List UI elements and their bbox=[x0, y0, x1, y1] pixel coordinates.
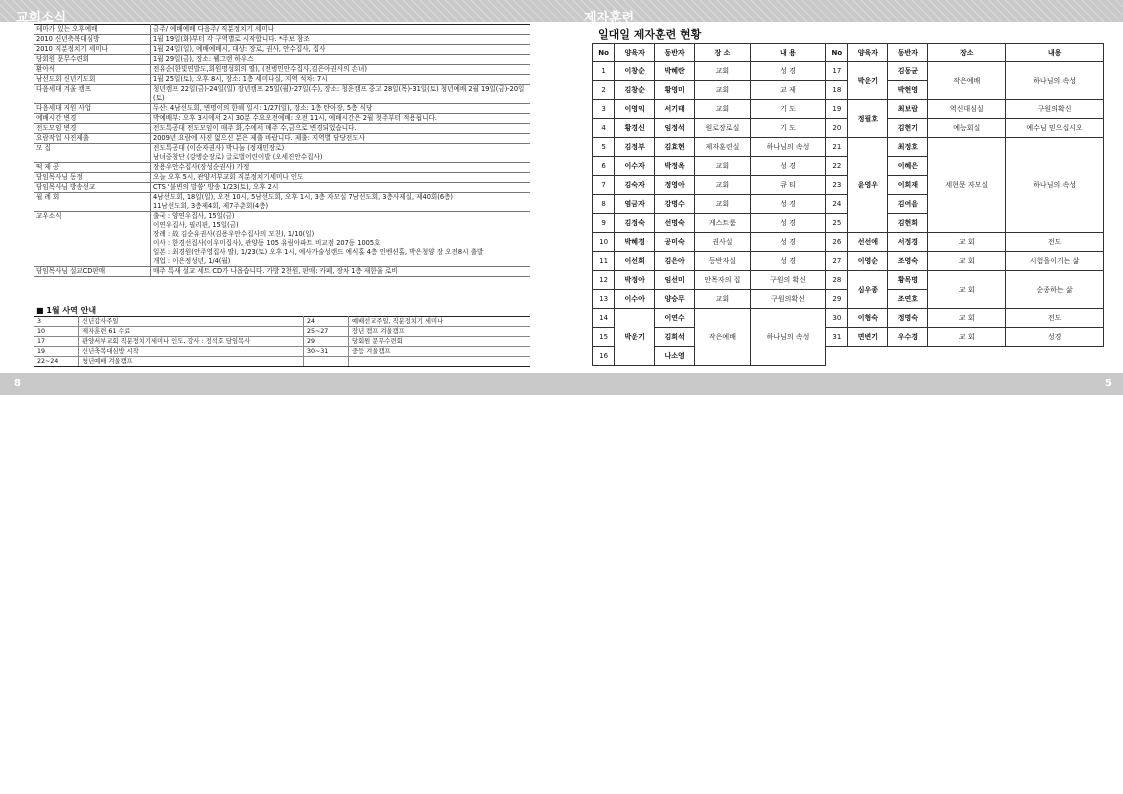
cell-no: 24 bbox=[826, 195, 848, 214]
cell-no: 5 bbox=[593, 138, 615, 157]
cell-place: 교 회 bbox=[928, 328, 1006, 347]
top-band bbox=[0, 0, 1123, 22]
news-value: 금주/ 예배예배 다음주/ 직분정치기 세미나 bbox=[151, 25, 531, 35]
news-label: 2010 신년축복대심방 bbox=[34, 35, 151, 45]
schedule-row bbox=[34, 347, 530, 357]
news-value: 매주 특새 설교 세트 CD가 나옵습니다. 가방 2천원, 판매: 카페, 장차 1층 새한울 로비 bbox=[151, 267, 531, 277]
cell-no: 10 bbox=[593, 233, 615, 252]
news-row bbox=[34, 163, 530, 173]
cell-content: 성 경 bbox=[750, 157, 826, 176]
cell-dong: 이혜은 bbox=[888, 157, 928, 176]
schedule-row bbox=[34, 327, 530, 337]
cell-no: 3 bbox=[593, 100, 615, 119]
cell-content: 시험을이기는 삶 bbox=[1006, 252, 1104, 271]
cell-dong: 정명숙 bbox=[888, 309, 928, 328]
cell-content: 순종하는 삶 bbox=[1006, 271, 1104, 309]
cell-place: 권사실 bbox=[695, 233, 751, 252]
cell-no: 8 bbox=[593, 195, 615, 214]
cell-place: 세현문 자모실 bbox=[928, 138, 1006, 233]
cell-no: 20 bbox=[826, 119, 848, 138]
news-value: 2009년 요람에 사진 없으신 분은 제출 바랍니다. 제출: 지역별 담당전도사 bbox=[151, 134, 531, 144]
cell-yang: 정필호 bbox=[848, 100, 888, 138]
news-value: 오늘 오후 5시, 관양서부교회 직분정치기세미나 인도 bbox=[151, 173, 531, 183]
cell-no: 15 bbox=[593, 328, 615, 347]
cell-content: 전도 bbox=[1006, 233, 1104, 252]
news-value: 출국 : 양연우집사, 15일(금) 이연우집사, 필리핀, 15일(금) 장례 : 故 김순유권사(김용우안수집사의 모친), 1/10(일) 이사 : 한경선집사(이우미집사), 관양동 105 유림아파트 비교점 207동 1005호 일본 : 최경원(안주영집사 딸), 1/23(토) 오후 1시, 예사가술성랜드 예식홀 4층 인벤션홀, 박은청양 장 오전8시 출발 개업 : 이은정성년, 1/4(월) bbox=[151, 212, 531, 267]
cell-dong: 김희석 bbox=[655, 328, 695, 347]
column-header: 장소 bbox=[928, 44, 1006, 62]
cell-place: 교회 bbox=[695, 157, 751, 176]
cell-place: 교회 bbox=[695, 81, 751, 100]
news-row bbox=[34, 65, 530, 75]
schedule-date: 10 bbox=[34, 327, 79, 337]
cell-no: 17 bbox=[826, 62, 848, 81]
cell-yang: 윤영우 bbox=[848, 138, 888, 233]
cell-content: 성경 bbox=[1006, 328, 1104, 347]
table-row bbox=[593, 233, 1104, 252]
schedule-date: 22~24 bbox=[34, 357, 79, 367]
news-row bbox=[34, 114, 530, 124]
cell-no: 7 bbox=[593, 176, 615, 195]
schedule-row bbox=[34, 357, 530, 367]
news-value: 두산: 4남선도회, 변명이의 한해 일시: 1/27(일), 장소: 1층 탄아장, 5층 식당 bbox=[151, 104, 531, 114]
cell-yang: 이수자 bbox=[615, 157, 655, 176]
column-header: No bbox=[593, 44, 615, 62]
empty-cell bbox=[826, 347, 1104, 366]
column-header: 동반자 bbox=[655, 44, 695, 62]
table-row bbox=[593, 100, 1104, 119]
news-value: 4남선도회, 18일(일), 오전 10시, 5남선도회, 오후 1시, 3층 자모실 7남선도회, 3층사제실, 제40회(6층) 11남선도회, 3층제4회, 제7주춘회(4층) bbox=[151, 193, 531, 212]
news-value: 전도특공대 전도모임이 매주 화,수에서 매주 수,금으로 변경되었습니다. bbox=[151, 124, 531, 134]
news-value: 1월 29일(금), 장소: 웰그랜 하우스 bbox=[151, 55, 531, 65]
table-row bbox=[593, 309, 1104, 328]
news-label: 교우소식 bbox=[34, 212, 151, 267]
cell-yang: 김창순 bbox=[615, 81, 655, 100]
cell-content: 큐 티 bbox=[750, 176, 826, 195]
news-value: 1월 25일(토), 오후 8시, 장소: 1층 세미나실, 지역 석차: 7시 bbox=[151, 75, 531, 85]
cell-dong: 임정석 bbox=[655, 119, 695, 138]
news-value: 장용우안수집사(장성순권사) 가정 bbox=[151, 163, 531, 173]
cell-no: 28 bbox=[826, 271, 848, 290]
cell-yang: 염금자 bbox=[615, 195, 655, 214]
schedule-event: 청년예배 겨울캠프 bbox=[79, 357, 304, 367]
cell-dong: 김동균 bbox=[888, 62, 928, 81]
schedule-row bbox=[34, 317, 530, 327]
cell-content: 하나님의 속성 bbox=[1006, 62, 1104, 100]
cell-dong: 정영아 bbox=[655, 176, 695, 195]
column-header: 내 용 bbox=[750, 44, 826, 62]
cell-no: 23 bbox=[826, 176, 848, 195]
news-row bbox=[34, 183, 530, 193]
news-value: 전유순(한빛연발도,회원명성회의 딸), (전병민안수집사,김은아권사의 손녀) bbox=[151, 65, 531, 75]
cell-content: 하나님의 속성 bbox=[750, 309, 826, 366]
schedule-event: 당회원 문무수련회 bbox=[349, 337, 531, 347]
cell-yang: 심우종 bbox=[848, 271, 888, 309]
news-label: 당회원 문무수련회 bbox=[34, 55, 151, 65]
cell-dong: 서정경 bbox=[888, 233, 928, 252]
cell-dong: 조연호 bbox=[888, 290, 928, 309]
cell-dong: 양승무 bbox=[655, 290, 695, 309]
news-row bbox=[34, 134, 530, 144]
schedule-date bbox=[304, 357, 349, 367]
news-row bbox=[34, 144, 530, 163]
table-row bbox=[593, 138, 1104, 157]
cell-yang: 김숙자 bbox=[615, 176, 655, 195]
news-value: 전도특공대 (이순자권사) 박나눔 (정재민장로) 남녀중창단 (강병순장로) 글로벌어린이발 (오세진안수집사) bbox=[151, 144, 531, 163]
cell-dong: 김은아 bbox=[655, 252, 695, 271]
disciple-table-title: 일대일 제자훈련 현황 bbox=[598, 28, 702, 41]
cell-no: 22 bbox=[826, 157, 848, 176]
table-row bbox=[593, 62, 1104, 81]
schedule-title: 1월 사역 안내 bbox=[46, 306, 97, 315]
cell-content: 구원의확신 bbox=[750, 290, 826, 309]
table-row bbox=[593, 328, 1104, 347]
cell-dong: 임선미 bbox=[655, 271, 695, 290]
cell-content: 성 경 bbox=[750, 195, 826, 214]
schedule-event: 신년감사주일 bbox=[79, 317, 304, 327]
cell-dong: 선명숙 bbox=[655, 214, 695, 233]
cell-no: 26 bbox=[826, 233, 848, 252]
cell-no: 18 bbox=[826, 81, 848, 100]
news-row bbox=[34, 173, 530, 183]
schedule-date: 3 bbox=[34, 317, 79, 327]
news-row bbox=[34, 212, 530, 267]
cell-no: 12 bbox=[593, 271, 615, 290]
news-row bbox=[34, 45, 530, 55]
cell-no: 16 bbox=[593, 347, 615, 366]
cell-content: 기 도 bbox=[750, 119, 826, 138]
cell-yang: 이창순 bbox=[615, 62, 655, 81]
cell-dong: 최정호 bbox=[888, 138, 928, 157]
cell-place: 작은예배 bbox=[928, 62, 1006, 100]
schedule-event: 장년 캠프 겨울캠프 bbox=[349, 327, 531, 337]
cell-no: 13 bbox=[593, 290, 615, 309]
cell-dong: 김효현 bbox=[655, 138, 695, 157]
cell-dong: 우수경 bbox=[888, 328, 928, 347]
cell-yang: 이형숙 bbox=[848, 309, 888, 328]
news-label: 월 례 회 bbox=[34, 193, 151, 212]
cell-content: 성 경 bbox=[750, 252, 826, 271]
cell-no: 1 bbox=[593, 62, 615, 81]
schedule-date: 29 bbox=[304, 337, 349, 347]
news-row bbox=[34, 55, 530, 65]
cell-dong: 공미숙 bbox=[655, 233, 695, 252]
table-row bbox=[593, 271, 1104, 290]
schedule-row bbox=[34, 337, 530, 347]
column-header: 동반자 bbox=[888, 44, 928, 62]
cell-dong: 김현희 bbox=[888, 214, 928, 233]
schedule-event: 관양서부교회 직분정치기세미나 인도, 강사 : 정석호 담임목사 bbox=[79, 337, 304, 347]
news-value: 박예배부: 오후 3시에서 2시 30분 수요오전예배: 오전 11시, 예배시간은 2월 첫주부터 적용됩니다. bbox=[151, 114, 531, 124]
left-page-number: 8 bbox=[14, 378, 21, 389]
column-header: 양육자 bbox=[848, 44, 888, 62]
cell-no: 25 bbox=[826, 214, 848, 233]
cell-content: 예수님 믿으십시오 bbox=[1006, 119, 1104, 138]
cell-yang: 이수아 bbox=[615, 290, 655, 309]
cell-yang: 박운기 bbox=[615, 309, 655, 366]
cell-content: 전도 bbox=[1006, 309, 1104, 328]
cell-place: 등반자실 bbox=[695, 252, 751, 271]
column-header: 양육자 bbox=[615, 44, 655, 62]
cell-dong: 이연수 bbox=[655, 309, 695, 328]
schedule-date: 19 bbox=[34, 347, 79, 357]
cell-dong: 김여음 bbox=[888, 195, 928, 214]
cell-yang: 박정아 bbox=[615, 271, 655, 290]
cell-no: 29 bbox=[826, 290, 848, 309]
news-label: 다음세대 겨울 캠프 bbox=[34, 85, 151, 104]
cell-place: 안목자의 집 bbox=[695, 271, 751, 290]
news-row bbox=[34, 35, 530, 45]
cell-no: 27 bbox=[826, 252, 848, 271]
news-label: 전도모임 변경 bbox=[34, 124, 151, 134]
cell-content: 구원의확신 bbox=[1006, 100, 1104, 119]
schedule-event bbox=[349, 357, 531, 367]
right-page-number: 5 bbox=[1105, 378, 1112, 389]
cell-yang: 박운기 bbox=[848, 62, 888, 100]
bottom-band bbox=[0, 373, 1123, 395]
cell-yang: 황경신 bbox=[615, 119, 655, 138]
news-label: 남선도회 신년기도회 bbox=[34, 75, 151, 85]
cell-dong: 최보람 bbox=[888, 100, 928, 119]
disciple-training-table bbox=[592, 43, 1104, 366]
cell-yang: 김정부 bbox=[615, 138, 655, 157]
news-label: 다음세대 지원 사업 bbox=[34, 104, 151, 114]
cell-yang: 면변기 bbox=[848, 328, 888, 347]
cell-place: 원로장로실 bbox=[695, 119, 751, 138]
cell-place: 교회 bbox=[695, 176, 751, 195]
news-value: CTS '불변의 말씀' 방송 1/23(토), 오후 2시 bbox=[151, 183, 531, 193]
schedule-table bbox=[34, 316, 530, 367]
schedule-event: 중등 겨울캠프 bbox=[349, 347, 531, 357]
cell-place: 교회 bbox=[695, 62, 751, 81]
cell-place: 교 회 bbox=[928, 309, 1006, 328]
cell-no: 14 bbox=[593, 309, 615, 328]
schedule-date: 24 bbox=[304, 317, 349, 327]
news-row bbox=[34, 267, 530, 277]
cell-no: 11 bbox=[593, 252, 615, 271]
cell-dong: 이희재 bbox=[888, 176, 928, 195]
right-page-header: 제자훈련 bbox=[584, 11, 635, 26]
cell-content: 구원의 확신 bbox=[750, 271, 826, 290]
cell-place: 예능회실 bbox=[928, 119, 1006, 138]
schedule-date: 17 bbox=[34, 337, 79, 347]
cell-no: 2 bbox=[593, 81, 615, 100]
news-label: 떡 제 공 bbox=[34, 163, 151, 173]
cell-dong: 조영숙 bbox=[888, 252, 928, 271]
news-row bbox=[34, 75, 530, 85]
cell-no: 30 bbox=[826, 309, 848, 328]
cell-dong: 서기태 bbox=[655, 100, 695, 119]
news-label: 담임목사님 설교CD판매 bbox=[34, 267, 151, 277]
news-value: 1월 19일(화)부터 각 구역별로 시작합니다. *주보 참조 bbox=[151, 35, 531, 45]
table-header-row bbox=[593, 44, 1104, 62]
cell-place: 역신대심실 bbox=[928, 100, 1006, 119]
cell-place: 교회 bbox=[695, 290, 751, 309]
cell-place: 제자훈련실 bbox=[695, 138, 751, 157]
cell-yang: 선선애 bbox=[848, 233, 888, 252]
cell-dong: 황영미 bbox=[655, 81, 695, 100]
news-row bbox=[34, 193, 530, 212]
column-header: 장 소 bbox=[695, 44, 751, 62]
news-value: 청년캠프 22일(금)-24일(일) 장년캠프 25일(월)-27일(수), 장소: 청운캠프 중고 28일(목)-31일(토) 청년예배 2월 19일(금)-20일(토) bbox=[151, 85, 531, 104]
cell-place: 교 회 bbox=[928, 271, 1006, 309]
schedule-event: 신년축복대심방 시작 bbox=[79, 347, 304, 357]
cell-dong: 황목명 bbox=[888, 271, 928, 290]
cell-content: 성 경 bbox=[750, 214, 826, 233]
cell-dong: 김현기 bbox=[888, 119, 928, 138]
cell-content: 교 제 bbox=[750, 81, 826, 100]
news-value: 1월 24일(일), 예배예배시, 대상: 장로, 권사, 안수집사, 집사 bbox=[151, 45, 531, 55]
cell-no: 31 bbox=[826, 328, 848, 347]
cell-dong: 박현영 bbox=[888, 81, 928, 100]
cell-no: 19 bbox=[826, 100, 848, 119]
cell-yang: 박혜경 bbox=[615, 233, 655, 252]
left-page-header: 교회소식 bbox=[16, 11, 67, 26]
cell-dong: 나소영 bbox=[655, 347, 695, 366]
schedule-event: 제자훈련 61 수료 bbox=[79, 327, 304, 337]
cell-content: 성 경 bbox=[750, 62, 826, 81]
cell-no: 9 bbox=[593, 214, 615, 233]
cell-place: 교회 bbox=[695, 195, 751, 214]
cell-dong: 강명수 bbox=[655, 195, 695, 214]
schedule-date: 30~31 bbox=[304, 347, 349, 357]
cell-place: 교 회 bbox=[928, 233, 1006, 252]
news-label: 담임목사님 동정 bbox=[34, 173, 151, 183]
schedule-event: 예배선교주일, 직분정치기 세미나 bbox=[349, 317, 531, 327]
news-label: 2010 직분정치기 세미나 bbox=[34, 45, 151, 55]
cell-yang: 이영순 bbox=[848, 252, 888, 271]
cell-content: 기 도 bbox=[750, 100, 826, 119]
cell-yang: 이영익 bbox=[615, 100, 655, 119]
cell-no: 21 bbox=[826, 138, 848, 157]
cell-dong: 박혜란 bbox=[655, 62, 695, 81]
schedule-date: 25~27 bbox=[304, 327, 349, 337]
cell-content: 하나님의 속성 bbox=[1006, 138, 1104, 233]
news-row bbox=[34, 25, 530, 35]
cell-place: 게스트룸 bbox=[695, 214, 751, 233]
column-header: 내용 bbox=[1006, 44, 1104, 62]
table-row bbox=[593, 347, 1104, 366]
cell-yang: 이선희 bbox=[615, 252, 655, 271]
news-label: 테마가 있는 오후예배 bbox=[34, 25, 151, 35]
news-row bbox=[34, 124, 530, 134]
column-header: No bbox=[826, 44, 848, 62]
news-label: 모 집 bbox=[34, 144, 151, 163]
schedule-heading: ■ 1월 사역 안내 bbox=[36, 306, 97, 315]
church-news-table bbox=[34, 24, 530, 277]
news-label: 담임목사님 방송선교 bbox=[34, 183, 151, 193]
news-row bbox=[34, 85, 530, 104]
news-label: 요람작업 사진제출 bbox=[34, 134, 151, 144]
cell-yang: 김정숙 bbox=[615, 214, 655, 233]
news-row bbox=[34, 104, 530, 114]
news-label: 환아식 bbox=[34, 65, 151, 75]
cell-content: 하나님의 속성 bbox=[750, 138, 826, 157]
cell-dong: 박정옥 bbox=[655, 157, 695, 176]
cell-place: 작은예배 bbox=[695, 309, 751, 366]
table-row bbox=[593, 252, 1104, 271]
cell-no: 6 bbox=[593, 157, 615, 176]
cell-place: 교회 bbox=[695, 100, 751, 119]
news-label: 예배시간 변경 bbox=[34, 114, 151, 124]
cell-no: 4 bbox=[593, 119, 615, 138]
cell-content: 성 경 bbox=[750, 233, 826, 252]
cell-place: 교 회 bbox=[928, 252, 1006, 271]
